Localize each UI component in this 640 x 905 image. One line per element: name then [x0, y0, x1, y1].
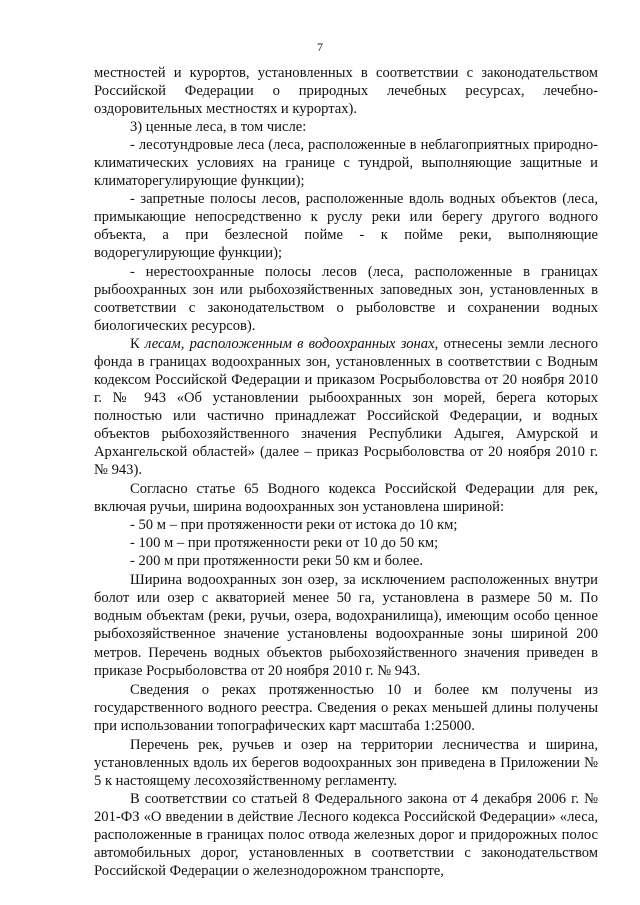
paragraph-lead: К	[130, 335, 145, 352]
list-item: - нерестоохранные полосы лесов (леса, расположенные в границах рыбоохранных зон или рыбохозяйственных заповедных зон, установленных в соответствии с законодательством о рыболовстве и сохранении водных биологических ресурсов).	[94, 263, 598, 334]
paragraph: В соответствии со статьей 8 Федерального закона от 4 декабря 2006 г. № 201-ФЗ «О введении в действие Лесного кодекса Российской Федерации» «леса, расположенные в границах полос отвода железных дорог и придорожных полос автомобильных дорог, установленных в соответствии с законодательством Российской Федерации о железнодорожном транспорте,	[94, 790, 598, 880]
list-item: - 200 м при протяженности реки 50 км и более.	[130, 553, 423, 570]
document-body	[94, 64, 598, 880]
paragraph: Ширина водоохранных зон озер, за исключением расположенных внутри болот или озер с акваторией менее 50 га, установлена в размере 50 м. По водным объектам (реки, ручьи, озера, водохранилища), имеющим особо ценное рыбохозяйственное значение установлены водоохранные зоны шириной 200 метров. Перечень водных объектов рыбохозяйственного значения приведен в приказе Росрыболовства от 20 ноября 2010 г. № 943.	[94, 572, 598, 679]
emphasized-term: лесам, расположенным в водоохранных зонах	[144, 335, 435, 352]
list-item: - запретные полосы лесов, расположенные вдоль водных объектов (леса, примыкающие непосредственно к руслу реки или берегу другого водного объекта, а при безлесной пойме - к пойме реки, выполняющие водорегулирующие функции);	[94, 191, 598, 262]
paragraph-rest: , отнесены земли лесного фонда в границах водоохранных зон, установленных в соответствии с Водным кодексом Российской Федерации и приказом Росрыболовства от 20 ноября 2010 г. № 943 «Об установлении рыбоохранных зон морей, берега которых полностью или частично принадлежат Российской Федерации, и водных объектов рыбохозяйственного значения Республики Адыгея, Амурской и Архангельской областей» (далее – приказ Росрыболовства от 20 ноября 2010 г. № 943).	[94, 335, 598, 479]
paragraph: Сведения о реках протяженностью 10 и более км получены из государственного водного реестра. Сведения о реках меньшей длины получены при использовании топографических карт масштаба 1:25000.	[94, 681, 598, 734]
paragraph: Согласно статье 65 Водного кодекса Российской Федерации для рек, включая ручьи, ширина водоохранных зон установлена шириной:	[94, 481, 598, 516]
list-item: - лесотундровые леса (леса, расположенные в неблагоприятных природно-климатических условиях на границе с тундрой, выполняющие защитные и климаторегулирующие функции);	[94, 137, 598, 190]
paragraph: Перечень рек, ручьев и озер на территории лесничества и ширина, установленных вдоль их берегов водоохранных зон приведена в Приложении № 5 к настоящему лесохозяйственному регламенту.	[94, 736, 598, 789]
paragraph: местностей и курортов, установленных в соответствии с законодательством Российской Федерации о природных лечебных ресурсах, лечебно-оздоровительных местностях и курортах).	[94, 65, 598, 118]
list-heading: 3) ценные леса, в том числе:	[130, 119, 307, 136]
paragraph-water-protection	[94, 335, 598, 479]
page-number: 7	[317, 40, 323, 54]
list-item: - 50 м – при протяженности реки от истока до 10 км;	[130, 517, 458, 534]
list-item: - 100 м – при протяженности реки от 10 до 50 км;	[130, 535, 439, 552]
